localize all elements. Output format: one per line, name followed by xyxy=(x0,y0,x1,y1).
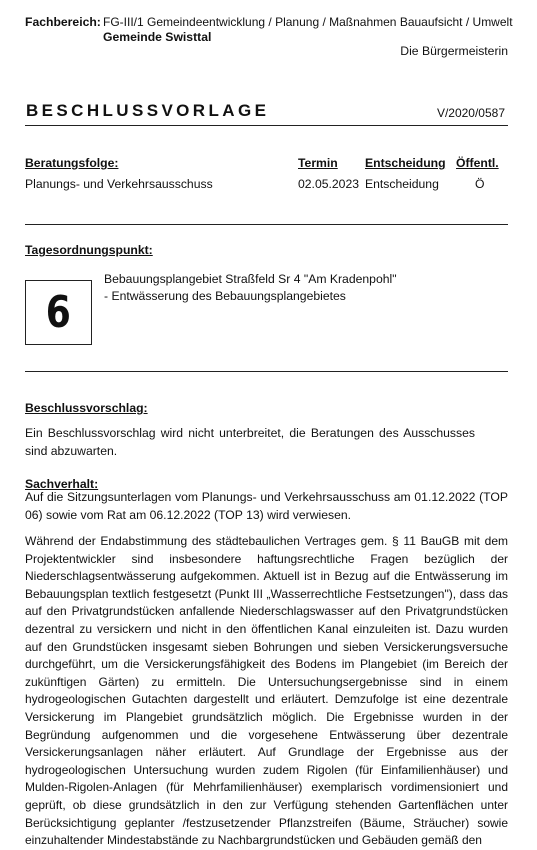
sachverhalt-para1: Auf die Sitzungsunterlagen vom Planungs- und Verkehrsausschuss am 01.12.2022 (TOP 06) sowie vom Rat am 06.12.2022 (TOP 13) wird verwiesen. xyxy=(25,490,508,522)
beschlussvorschlag-text: Ein Beschlussvorschlag wird nicht unterbreitet, die Beratungen des Ausschusses sind abzuwarten. xyxy=(25,426,475,458)
top-title-line2: - Entwässerung des Bebauungsplangebietes xyxy=(104,289,346,303)
top-number: 6 xyxy=(45,287,72,338)
document-number: V/2020/0587 xyxy=(436,106,505,120)
table-divider xyxy=(25,224,508,225)
beratungsfolge-header: Beratungsfolge: xyxy=(25,156,119,170)
fachbereich-label: Fachbereich: xyxy=(25,15,101,29)
top-divider xyxy=(25,371,508,372)
sachverhalt-para2: Während der Endabstimmung des städtebaulichen Vertrages gem. § 11 BauGB mit dem Projektentwickler sind insbesondere haftungsrechtliche Fragen bezüglich der Niederschlagsentwässerung aufgekommen. Aktuell ist in Bezug auf die Entwässerung im Bebauungsplan textlich festgesetzt (Punkt III „Wasserrechtliche Festsetzungen"), dass das auf den Privatgrundstücken anfallende Niederschlagswasser auf den Privatgrundstücken dezentral zu versickern und nicht in den öffentlichen Kanal einzuleiten ist. Dazu wurden auf den Grundstücken insgesamt sieben Bohrungen und sieben Versickerungsversuche durchgeführt, um die Versickerungsfähigkeit des Bodens im Plangebiet (im Bereich der zukünftigen Gärten) zu ermitteln. Die Untersuchungsergebnisse sind in einem hydrogeologischen Gutachten dargestellt und erläutert. Demzufolge ist eine dezentrale Versickerung im Plangebiet grundsätzlich möglich. Die Ergebnisse wurden in der Begründung aufgenommen und die vorgesehene Entwässerung über dezentrale Versickerungsanlagen näher erläutert. Auf Grundlage der Ergebnisse aus der hydrogeologischen Untersuchung wurden zudem Rigolen (für Einfamilienhäuser) und Mulden-Rigolen-Anlagen (für Mehrfamilienhäuser) exemplarisch vordimensioniert und geprüft, ob diese grundsätzlich in den zur Verfügung stehenden Gartenflächen unter Berücksichtigung geplanter /festzusetzender Pflanzstreifen (Bäume, Sträucher) sowie einzuhaltender Mindestabstände zu Nachbargrundstücken und Gebäuden gemäß den xyxy=(25,534,508,848)
top-number-box xyxy=(25,280,92,345)
beschlussvorschlag-heading: Beschlussvorschlag: xyxy=(25,401,148,415)
beratung-entscheidung: Entscheidung xyxy=(365,177,439,191)
termin-header: Termin xyxy=(298,156,338,170)
document-title: BESCHLUSSVORLAGE xyxy=(26,101,270,120)
fachbereich-value: FG-III/1 Gemeindeentwicklung / Planung / Maßnahmen Bauaufsicht / Umwelt xyxy=(103,15,513,29)
gemeinde-name: Gemeinde Swisttal xyxy=(103,30,212,44)
title-divider xyxy=(25,125,508,126)
oeffentl-header: Öffentl. xyxy=(456,156,499,170)
sachverhalt-heading: Sachverhalt: xyxy=(25,477,99,491)
top-title-line1: Bebauungsplangebiet Straßfeld Sr 4 "Am Kradenpohl" xyxy=(104,272,397,286)
entscheidung-header: Entscheidung xyxy=(365,156,446,170)
office-name: Die Bürgermeisterin xyxy=(400,44,508,58)
beratung-body: Planungs- und Verkehrsausschuss xyxy=(25,177,213,191)
beratung-termin: 02.05.2023 xyxy=(298,177,359,191)
top-label: Tagesordnungspunkt: xyxy=(25,243,153,257)
beratung-oeffentl: Ö xyxy=(475,177,485,191)
